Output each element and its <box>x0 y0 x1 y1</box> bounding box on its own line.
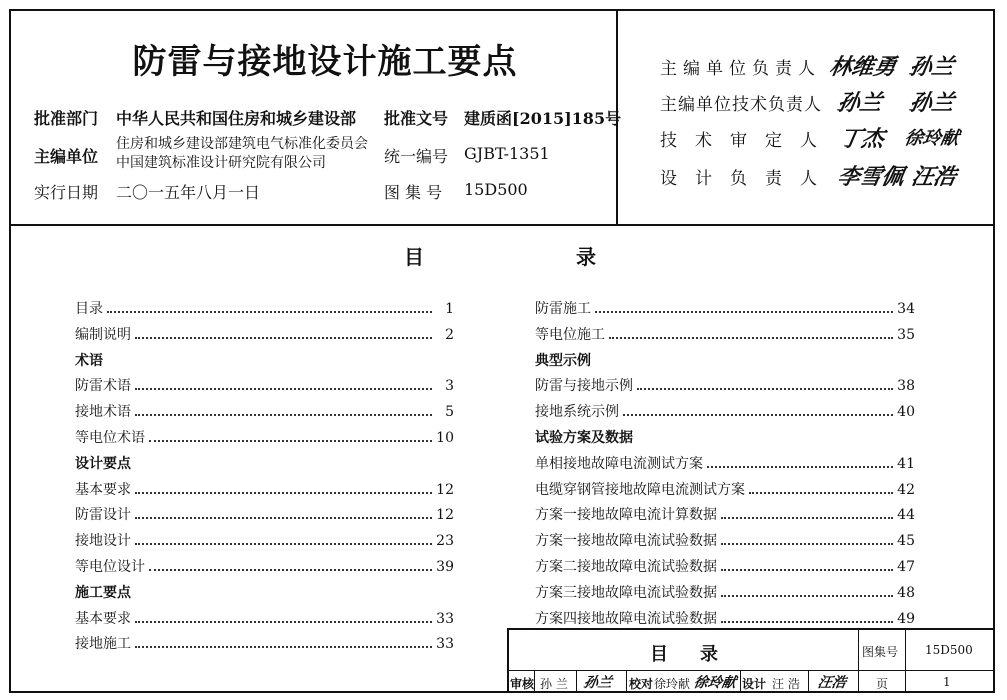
toc-entry[interactable] <box>535 556 915 576</box>
toc-leader-dots <box>637 387 893 390</box>
design-signature: 汪浩 <box>816 675 848 691</box>
role-chief-unit-head: 主编单位负责人 <box>660 59 821 79</box>
role-technical-reviewer: 技术审定人 <box>660 131 835 151</box>
toc-entry[interactable] <box>75 298 454 318</box>
design-label: 设计 <box>742 677 767 691</box>
toc-entry-label: 基本要求 <box>75 610 131 627</box>
cell-divider <box>626 671 627 693</box>
role-chief-unit-tech-head: 主编单位技术负责人 <box>660 95 822 115</box>
toc-leader-dots <box>135 542 432 545</box>
toc-leader-dots <box>149 439 432 442</box>
title-block-title-right: 录 <box>700 644 718 665</box>
toc-entry-page: 39 <box>436 559 454 575</box>
toc-section-heading: 设计要点 <box>75 455 131 472</box>
check-name: 徐玲献 <box>654 677 691 691</box>
toc-entry[interactable] <box>75 530 454 550</box>
toc-entry-page: 42 <box>897 481 915 498</box>
signature: 李雪佩 <box>835 164 907 190</box>
toc-entry[interactable] <box>535 401 915 421</box>
toc-entry-label: 方案四接地故障电流试验数据 <box>535 610 717 627</box>
signature: 孙兰 <box>835 90 885 116</box>
document-title: 防雷与接地设计施工要点 <box>132 42 518 82</box>
title-block-top-border <box>508 628 995 630</box>
role-design-head: 设计负责人 <box>660 169 835 189</box>
toc-entry-page: 44 <box>897 507 915 524</box>
toc-entry-label: 目录 <box>75 301 103 317</box>
title-block-atlas-label: 图集号 <box>862 645 899 659</box>
title-block-mid-border <box>508 670 995 671</box>
toc-entry-page: 48 <box>897 584 915 601</box>
toc-entry-label: 接地施工 <box>75 636 131 653</box>
title-block-divider <box>858 628 859 693</box>
toc-entry[interactable] <box>75 608 454 628</box>
toc-entry-label: 等电位术语 <box>75 430 145 446</box>
toc-entry-page: 1 <box>445 301 454 317</box>
toc-entry[interactable] <box>535 453 915 473</box>
review-name: 孙 兰 <box>540 677 568 691</box>
toc-entry[interactable] <box>535 504 915 524</box>
cell-divider <box>740 671 741 693</box>
toc-entry-label: 方案三接地故障电流试验数据 <box>535 584 717 601</box>
toc-section-heading: 典型示例 <box>535 352 591 369</box>
toc-entry-label: 基本要求 <box>75 481 131 498</box>
toc-entry-label: 编制说明 <box>75 326 131 343</box>
toc-leader-dots <box>721 594 893 597</box>
toc-entry[interactable] <box>75 556 454 576</box>
review-label: 审核 <box>510 677 535 691</box>
toc-leader-dots <box>749 491 893 494</box>
toc-entry-label: 防雷设计 <box>75 507 131 524</box>
toc-leader-dots <box>609 336 893 339</box>
toc-entry[interactable] <box>75 375 454 395</box>
toc-entry-label: 等电位施工 <box>535 326 605 343</box>
approval-dept-value: 中华人民共和国住房和城乡建设部 <box>116 109 357 128</box>
toc-entry-label: 方案一接地故障电流试验数据 <box>535 533 717 550</box>
toc-entry[interactable] <box>75 427 454 447</box>
toc-leader-dots <box>135 413 432 416</box>
toc-entry-page: 2 <box>445 326 454 343</box>
toc-leader-dots <box>595 310 893 313</box>
toc-leader-dots <box>135 387 432 390</box>
toc-entry-label: 单相接地故障电流测试方案 <box>535 455 703 472</box>
unified-no-label: 统一编号 <box>384 147 449 166</box>
toc-entry-page: 49 <box>897 610 915 627</box>
editor-unit-line2: 中国建筑标准设计研究院有限公司 <box>116 155 326 171</box>
toc-leader-dots <box>623 413 893 416</box>
toc-entry[interactable] <box>535 582 915 602</box>
toc-entry-label: 方案一接地故障电流计算数据 <box>535 507 717 524</box>
toc-entry-page: 41 <box>897 455 915 472</box>
toc-leader-dots <box>721 620 893 623</box>
approval-doc-label: 批准文号 <box>384 109 449 128</box>
signature: 孙兰 <box>907 90 957 116</box>
signature: 汪浩 <box>909 164 959 190</box>
toc-heading-right: 录 <box>576 245 596 269</box>
toc-entry-label: 接地系统示例 <box>535 404 619 421</box>
toc-entry[interactable] <box>75 324 454 344</box>
toc-entry-label: 防雷术语 <box>75 378 131 395</box>
toc-entry-label: 方案二接地故障电流试验数据 <box>535 559 717 575</box>
toc-entry-page: 34 <box>897 301 915 317</box>
signature: 丁杰 <box>837 126 887 152</box>
toc-leader-dots <box>721 568 893 571</box>
effective-date-label: 实行日期 <box>34 183 99 202</box>
check-label: 校对 <box>629 677 654 691</box>
header-divider-horizontal <box>9 224 995 226</box>
toc-leader-dots <box>149 568 432 571</box>
cell-divider <box>534 671 535 693</box>
toc-section-heading: 术语 <box>75 352 103 369</box>
toc-entry-page: 38 <box>897 378 915 395</box>
toc-entry-page: 3 <box>445 378 454 395</box>
toc-entry[interactable] <box>535 298 915 318</box>
effective-date-value: 二〇一五年八月一日 <box>116 183 261 202</box>
toc-entry-page: 40 <box>897 404 915 421</box>
toc-entry[interactable] <box>75 633 454 653</box>
toc-entry[interactable] <box>75 479 454 499</box>
signature: 孙兰 <box>907 54 957 80</box>
toc-heading-left: 目 <box>404 245 424 269</box>
toc-leader-dots <box>135 336 432 339</box>
editor-unit-label: 主编单位 <box>34 147 99 166</box>
toc-leader-dots <box>135 620 432 623</box>
toc-entry[interactable] <box>535 324 915 344</box>
toc-entry-label: 接地设计 <box>75 533 131 550</box>
toc-entry-page: 33 <box>436 636 454 653</box>
editor-unit-line1: 住房和城乡建设部建筑电气标准化委员会 <box>116 136 368 152</box>
toc-entry-label: 接地术语 <box>75 404 131 421</box>
atlas-no-label: 图 集 号 <box>384 183 443 202</box>
toc-entry[interactable] <box>535 375 915 395</box>
signature: 林维勇 <box>827 54 899 80</box>
toc-leader-dots <box>135 491 432 494</box>
toc-entry[interactable] <box>75 504 454 524</box>
toc-section-heading: 施工要点 <box>75 584 131 601</box>
toc-entry-page: 45 <box>897 533 915 550</box>
toc-entry-page: 33 <box>436 610 454 627</box>
toc-entry-page: 5 <box>445 404 454 421</box>
cell-divider <box>808 671 809 693</box>
toc-leader-dots <box>721 542 893 545</box>
signature: 徐玲献 <box>902 128 961 149</box>
approval-dept-label: 批准部门 <box>34 109 99 128</box>
design-name: 汪 浩 <box>772 677 800 691</box>
toc-entry[interactable] <box>535 530 915 550</box>
title-block-divider <box>905 628 906 693</box>
toc-entry-label: 等电位设计 <box>75 559 145 575</box>
title-block-atlas-value: 15D500 <box>925 643 973 657</box>
toc-entry-label: 防雷施工 <box>535 301 591 317</box>
title-block-title-left: 目 <box>650 644 668 665</box>
toc-entry-label: 电缆穿钢管接地故障电流测试方案 <box>535 481 745 498</box>
review-signature: 孙兰 <box>582 675 614 691</box>
toc-entry[interactable] <box>535 479 915 499</box>
toc-entry[interactable] <box>535 608 915 628</box>
toc-leader-dots <box>135 645 432 648</box>
title-block-left-border <box>507 628 509 693</box>
atlas-no-value: 15D500 <box>464 180 528 199</box>
toc-entry-page: 12 <box>436 481 454 498</box>
toc-section-heading: 试验方案及数据 <box>535 430 633 446</box>
toc-entry[interactable] <box>75 401 454 421</box>
toc-entry-page: 47 <box>897 559 915 575</box>
page-value: 1 <box>943 675 951 689</box>
toc-entry-page: 23 <box>436 533 454 550</box>
toc-leader-dots <box>707 465 893 468</box>
toc-entry-label: 防雷与接地示例 <box>535 378 633 395</box>
unified-no-value: GJBT-1351 <box>464 144 550 163</box>
toc-leader-dots <box>135 516 432 519</box>
toc-entry-page: 10 <box>436 430 454 446</box>
approval-doc-value: 建质函[2015]185号 <box>464 109 622 128</box>
toc-leader-dots <box>107 310 432 313</box>
page-label: 页 <box>876 677 889 691</box>
check-signature: 徐玲献 <box>692 675 738 691</box>
toc-entry-page: 35 <box>897 326 915 343</box>
cell-divider <box>576 671 577 693</box>
toc-entry-page: 12 <box>436 507 454 524</box>
toc-leader-dots <box>721 516 893 519</box>
